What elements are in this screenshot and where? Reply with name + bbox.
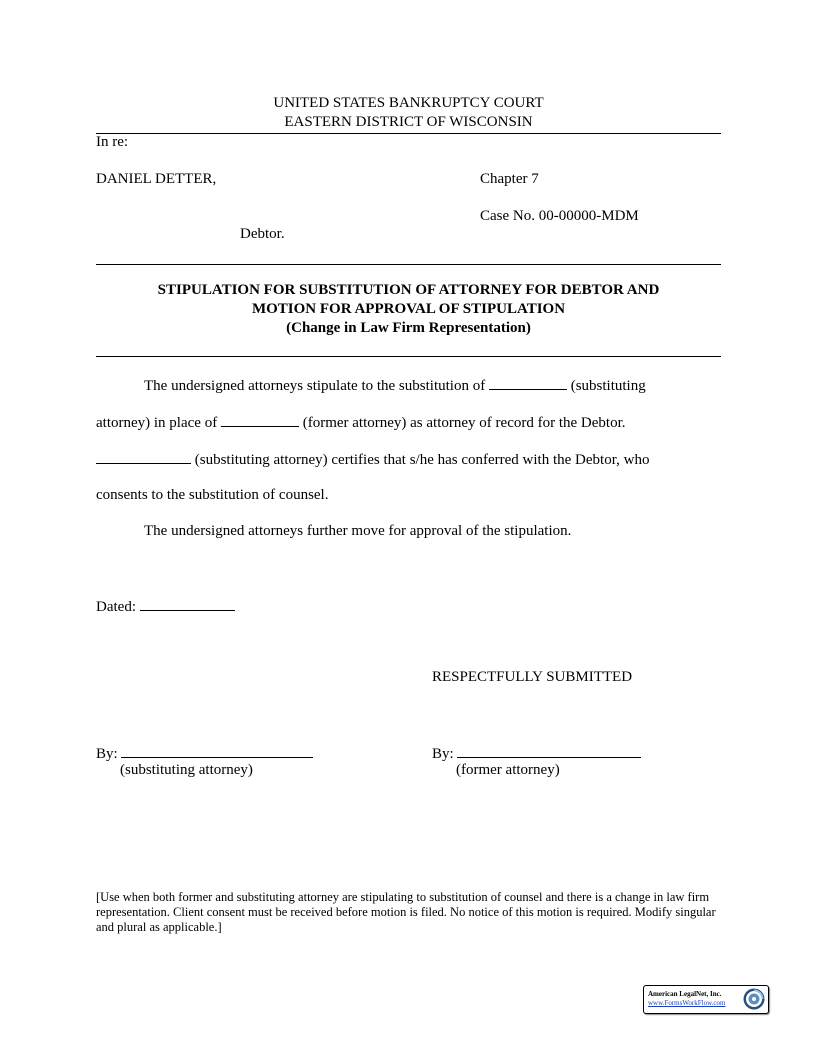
former-attorney-signature-line[interactable] — [457, 744, 641, 758]
in-re-label: In re: — [96, 134, 129, 150]
court-name: UNITED STATES BANKRUPTCY COURT — [273, 95, 544, 111]
dated-label: Dated: — [96, 599, 136, 615]
by-label: By: — [432, 746, 454, 762]
certifying-attorney-blank[interactable] — [96, 450, 191, 464]
substituting-attorney-signature-line[interactable] — [121, 744, 313, 758]
debtor-name: DANIEL DETTER, — [96, 171, 217, 187]
document-title-line1: STIPULATION FOR SUBSTITUTION OF ATTORNEY FOR DEBTOR AND — [157, 282, 660, 298]
former-attorney-blank[interactable] — [221, 413, 299, 427]
body-line-1 — [144, 376, 646, 395]
former-attorney-caption: (former attorney) — [456, 762, 560, 778]
date-blank[interactable] — [140, 597, 235, 611]
signature-left — [96, 744, 313, 763]
title-rule — [96, 356, 721, 357]
debtor-label: Debtor. — [240, 226, 285, 242]
body-text: (former attorney) as attorney of record for the Debtor. — [302, 415, 626, 431]
signature-right — [432, 744, 641, 763]
document-title-line2: MOTION FOR APPROVAL OF STIPULATION — [251, 301, 566, 317]
formsworkflow-logo-icon — [742, 987, 766, 1011]
body-line-2 — [96, 413, 625, 432]
body-text: (substituting attorney) certifies that s/he has conferred with the Debtor, who — [194, 452, 650, 468]
caption-rule — [96, 264, 721, 265]
body-line-3 — [96, 450, 649, 469]
chapter-label: Chapter 7 — [480, 171, 539, 187]
substituting-attorney-caption: (substituting attorney) — [120, 762, 253, 778]
body-text: (substituting — [570, 378, 646, 394]
by-label: By: — [96, 746, 118, 762]
body-text: attorney) in place of — [96, 415, 218, 431]
body-line-5: The undersigned attorneys further move for approval of the stipulation. — [144, 523, 572, 539]
substituting-attorney-blank[interactable] — [489, 376, 567, 390]
instruction-note: [Use when both former and substituting attorney are stipulating to substitution of counsel and there is a change in law firm representation. Client consent must be received before motion is filed. No notice of this motion is required. Modify singular and plural as applicable.] — [96, 890, 716, 934]
legalnet-badge[interactable] — [643, 985, 769, 1014]
case-number: Case No. 00-00000-MDM — [480, 208, 639, 224]
dated-line — [96, 597, 235, 616]
body-text: The undersigned attorneys stipulate to the substitution of — [144, 378, 486, 394]
badge-company: American LegalNet, Inc. — [648, 990, 722, 998]
court-district: EASTERN DISTRICT OF WISCONSIN — [284, 114, 533, 130]
body-line-4: consents to the substitution of counsel. — [96, 487, 329, 503]
respectfully-submitted: RESPECTFULLY SUBMITTED — [432, 669, 633, 685]
badge-url[interactable]: www.FormsWorkFlow.com — [648, 999, 726, 1007]
document-subtitle: (Change in Law Firm Representation) — [286, 320, 531, 336]
header-rule — [96, 133, 721, 134]
